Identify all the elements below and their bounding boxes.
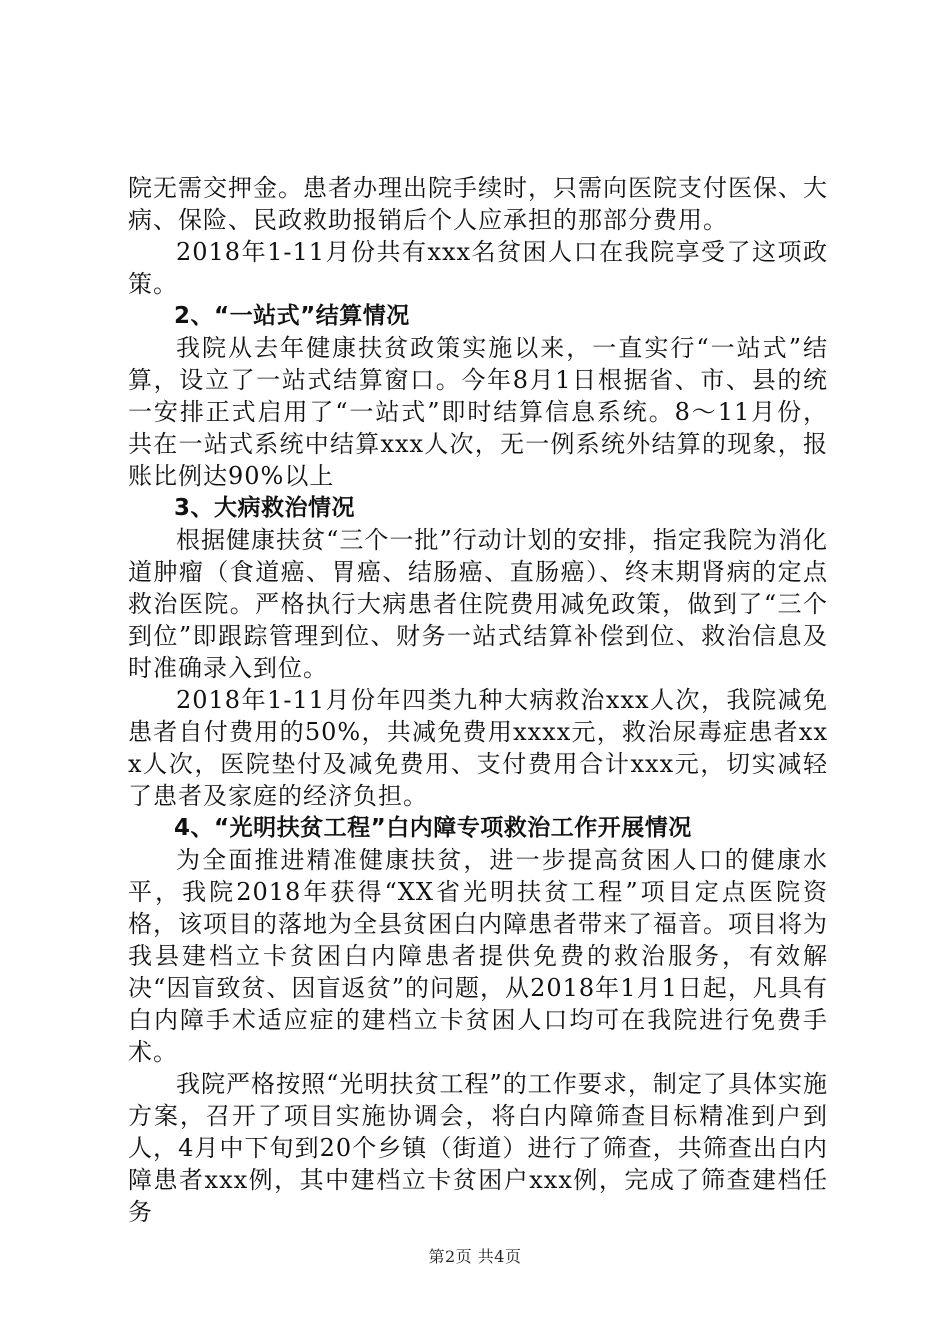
paragraph-one-stop-settlement: 我院从去年健康扶贫政策实施以来，一直实行“一站式”结算，设立了一站式结算窗口。今年8月1日根据省、市、县的统一安排正式启用了“一站式”即时结算信息系统。8～11月份，共在一站式系统中结算xxx人次，无一例系统外结算的现象，报账比例达90%以上 [128, 334, 828, 490]
paragraph-cataract-project: 为全面推进精准健康扶贫，进一步提高贫困人口的健康水平，我院2018年获得“XX省光明扶贫工程”项目定点医院资格，该项目的落地为全县贫困白内障患者带来了福音。项目将为我县建档立卡贫困白内障患者提供免费的救治服务，有效解决“因盲致贫、因盲返贫”的问题，从2018年1月1日起，凡具有白内障手术适应症的建档立卡贫困人口均可在我院进行免费手术。 [128, 846, 828, 1066]
paragraph-beneficiary-count: 2018年1-11月份共有xxx名贫困人口在我院享受了这项政策。 [128, 238, 828, 298]
section-heading-cataract-project: 4、“光明扶贫工程”白内障专项救治工作开展情况 [174, 815, 692, 841]
document-body [128, 172, 828, 1228]
paragraph-major-disease-policy: 根据健康扶贫“三个一批”行动计划的安排，指定我院为消化道肿瘤（食道癌、胃癌、结肠癌、直肠癌）、终末期肾病的定点救治医院。严格执行大病患者住院费用减免政策，做到了“三个到位”即跟踪管理到位、财务一站式结算补偿到位、救治信息及时准确录入到位。 [128, 526, 828, 682]
paragraph-cataract-screening: 我院严格按照“光明扶贫工程”的工作要求，制定了具体实施方案，召开了项目实施协调会，将白内障筛查目标精准到户到人，4月中下旬到20个乡镇（街道）进行了筛查，共筛查出白内障患者xxx例，其中建档立卡贫困户xxx例，完成了筛查建档任务 [128, 1070, 828, 1226]
section-heading-major-disease: 3、大病救治情况 [174, 495, 356, 521]
section-heading-one-stop-settlement: 2、“一站式”结算情况 [174, 303, 410, 329]
page-number-footer: 第2页 共4页 [428, 1247, 522, 1266]
paragraph-major-disease-stats: 2018年1-11月份年四类九种大病救治xxx人次，我院减免患者自付费用的50%，共减免费用xxxx元，救治尿毒症患者xxx人次，医院垫付及减免费用、支付费用合计xxx元，切实减轻了患者及家庭的经济负担。 [128, 686, 828, 810]
paragraph-continuation: 院无需交押金。患者办理出院手续时，只需向医院支付医保、大病、保险、民政救助报销后个人应承担的那部分费用。 [128, 174, 828, 234]
